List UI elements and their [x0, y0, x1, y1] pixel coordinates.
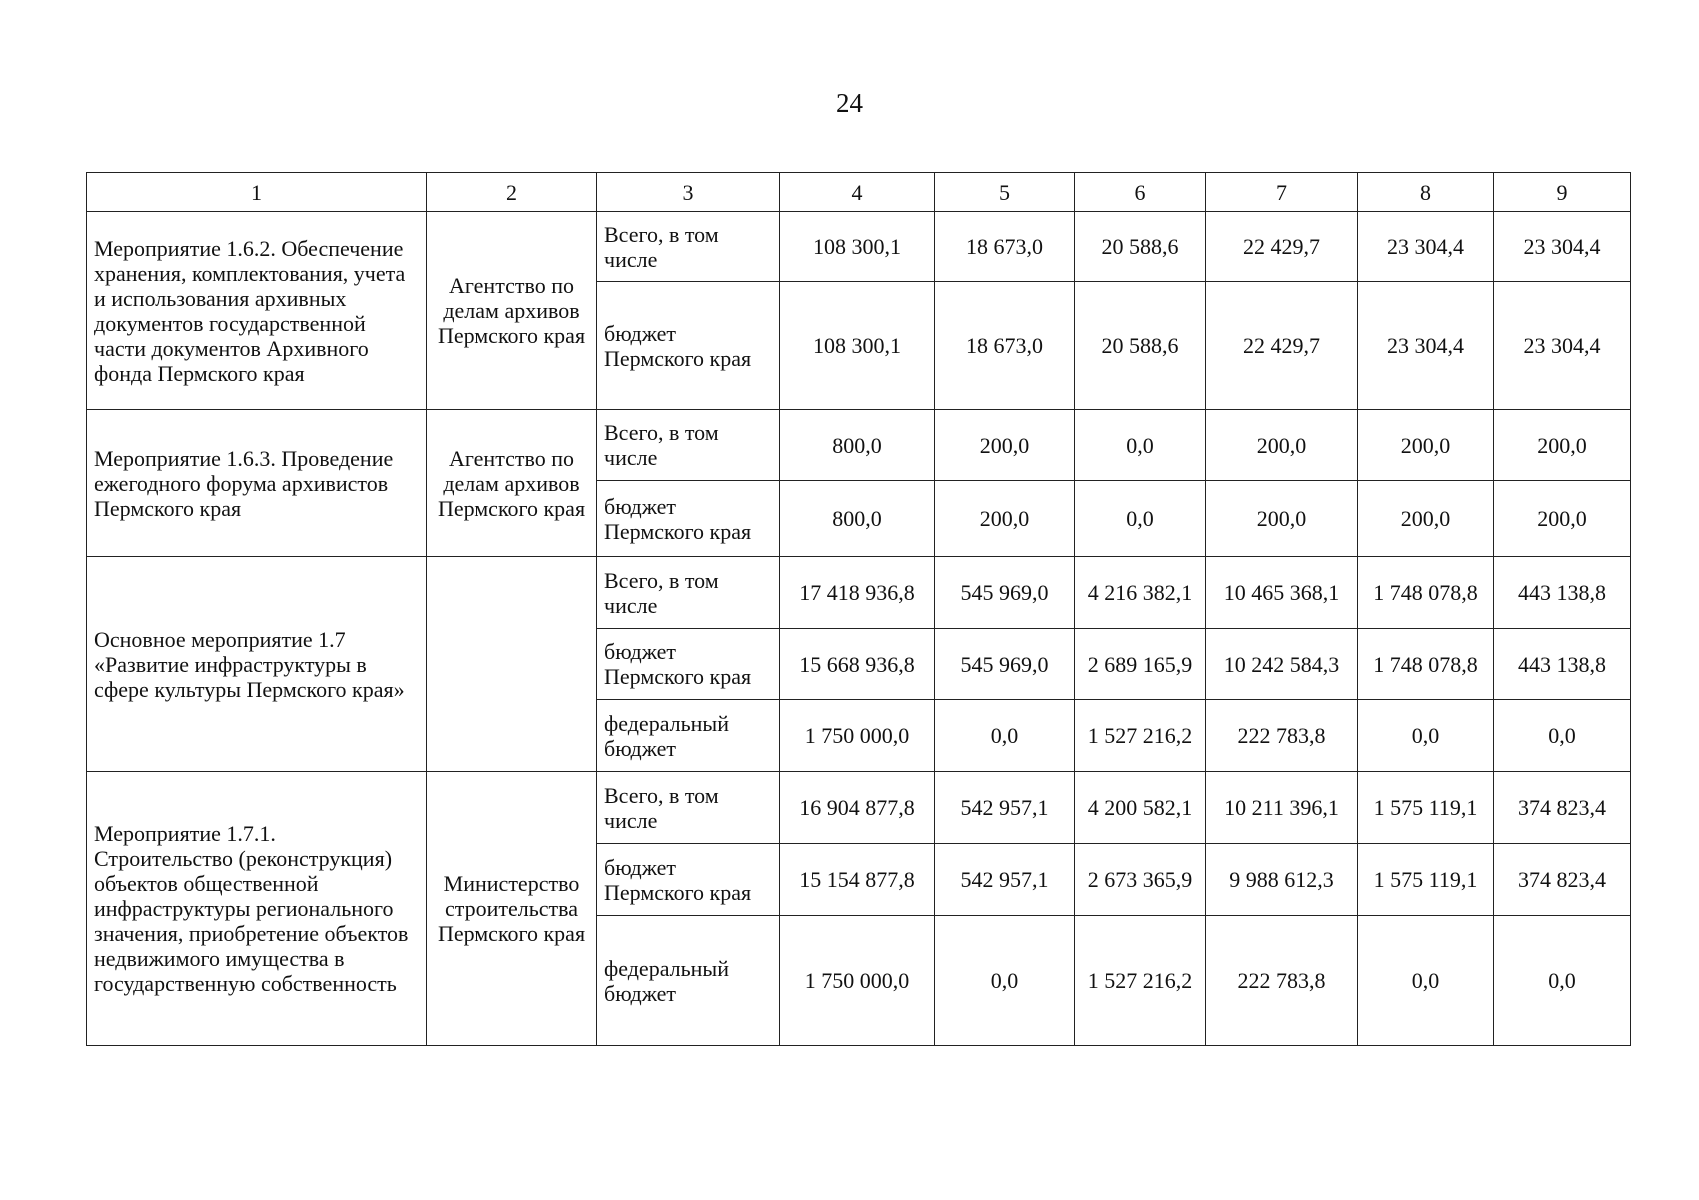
value-cell: 0,0: [1494, 916, 1631, 1046]
value-cell: 23 304,4: [1494, 282, 1631, 410]
value-cell: 2 689 165,9: [1075, 629, 1206, 700]
value-cell: 443 138,8: [1494, 629, 1631, 700]
funding-source: Всего, в том числе: [597, 212, 780, 282]
value-cell: 15 668 936,8: [780, 629, 935, 700]
value-cell: 4 200 582,1: [1075, 772, 1206, 844]
value-cell: 9 988 612,3: [1206, 844, 1358, 916]
value-cell: 0,0: [1075, 481, 1206, 557]
value-cell: 1 750 000,0: [780, 916, 935, 1046]
value-cell: 23 304,4: [1358, 212, 1494, 282]
funding-source: бюджет Пермского края: [597, 629, 780, 700]
table-row: [87, 410, 1631, 481]
value-cell: 10 211 396,1: [1206, 772, 1358, 844]
value-cell: 0,0: [935, 700, 1075, 772]
value-cell: 443 138,8: [1494, 557, 1631, 629]
value-cell: 0,0: [1358, 916, 1494, 1046]
value-cell: 22 429,7: [1206, 282, 1358, 410]
value-cell: 1 575 119,1: [1358, 844, 1494, 916]
value-cell: 800,0: [780, 410, 935, 481]
value-cell: 200,0: [1494, 481, 1631, 557]
column-header: 5: [935, 173, 1075, 212]
value-cell: 18 673,0: [935, 212, 1075, 282]
funding-source: Всего, в том числе: [597, 410, 780, 481]
value-cell: 222 783,8: [1206, 916, 1358, 1046]
funding-source: федеральный бюджет: [597, 916, 780, 1046]
value-cell: 20 588,6: [1075, 282, 1206, 410]
value-cell: 0,0: [1075, 410, 1206, 481]
value-cell: 20 588,6: [1075, 212, 1206, 282]
funding-source: федеральный бюджет: [597, 700, 780, 772]
value-cell: 10 242 584,3: [1206, 629, 1358, 700]
column-header: 2: [427, 173, 597, 212]
activity-name: Мероприятие 1.6.2. Обеспечение хранения, комплектования, учета и использования архивных документов государственной части документов Архивного фонда Пермского края: [87, 212, 427, 410]
table-row: [87, 557, 1631, 629]
value-cell: 0,0: [1358, 700, 1494, 772]
value-cell: 545 969,0: [935, 557, 1075, 629]
value-cell: 545 969,0: [935, 629, 1075, 700]
value-cell: 108 300,1: [780, 282, 935, 410]
responsible-agency: Министерство строительства Пермского края: [427, 772, 597, 1046]
value-cell: 200,0: [1206, 410, 1358, 481]
value-cell: 1 575 119,1: [1358, 772, 1494, 844]
value-cell: 1 750 000,0: [780, 700, 935, 772]
header-row: [87, 173, 1631, 212]
value-cell: 542 957,1: [935, 844, 1075, 916]
value-cell: 23 304,4: [1358, 282, 1494, 410]
activity-name: Мероприятие 1.6.3. Проведение ежегодного форума архивистов Пермского края: [87, 410, 427, 557]
funding-source: Всего, в том числе: [597, 772, 780, 844]
table-row: [87, 212, 1631, 282]
responsible-agency: Агентство по делам архивов Пермского края: [427, 212, 597, 410]
value-cell: 200,0: [1358, 410, 1494, 481]
value-cell: 800,0: [780, 481, 935, 557]
value-cell: 1 527 216,2: [1075, 916, 1206, 1046]
value-cell: 200,0: [1494, 410, 1631, 481]
funding-source: бюджет Пермского края: [597, 282, 780, 410]
value-cell: 1 748 078,8: [1358, 557, 1494, 629]
value-cell: 10 465 368,1: [1206, 557, 1358, 629]
value-cell: 4 216 382,1: [1075, 557, 1206, 629]
value-cell: 200,0: [935, 410, 1075, 481]
value-cell: 15 154 877,8: [780, 844, 935, 916]
column-header: 7: [1206, 173, 1358, 212]
value-cell: 1 527 216,2: [1075, 700, 1206, 772]
value-cell: 18 673,0: [935, 282, 1075, 410]
activity-name: Основное мероприятие 1.7 «Развитие инфраструктуры в сфере культуры Пермского края»: [87, 557, 427, 772]
value-cell: 222 783,8: [1206, 700, 1358, 772]
value-cell: 2 673 365,9: [1075, 844, 1206, 916]
column-header: 8: [1358, 173, 1494, 212]
value-cell: 108 300,1: [780, 212, 935, 282]
column-header: 4: [780, 173, 935, 212]
value-cell: 0,0: [935, 916, 1075, 1046]
value-cell: 200,0: [1206, 481, 1358, 557]
value-cell: 374 823,4: [1494, 844, 1631, 916]
value-cell: 200,0: [935, 481, 1075, 557]
responsible-agency: [427, 557, 597, 772]
value-cell: 23 304,4: [1494, 212, 1631, 282]
value-cell: 16 904 877,8: [780, 772, 935, 844]
column-header: 1: [87, 173, 427, 212]
value-cell: 0,0: [1494, 700, 1631, 772]
value-cell: 200,0: [1358, 481, 1494, 557]
activity-name: Мероприятие 1.7.1. Строительство (реконструкция) объектов общественной инфраструктуры регионального значения, приобретение объектов недвижимого имущества в государственную собственность: [87, 772, 427, 1046]
funding-source: Всего, в том числе: [597, 557, 780, 629]
budget-table: [86, 172, 1631, 1046]
column-header: 9: [1494, 173, 1631, 212]
funding-source: бюджет Пермского края: [597, 844, 780, 916]
value-cell: 542 957,1: [935, 772, 1075, 844]
column-header: 3: [597, 173, 780, 212]
funding-source: бюджет Пермского края: [597, 481, 780, 557]
value-cell: 22 429,7: [1206, 212, 1358, 282]
value-cell: 17 418 936,8: [780, 557, 935, 629]
value-cell: 374 823,4: [1494, 772, 1631, 844]
value-cell: 1 748 078,8: [1358, 629, 1494, 700]
responsible-agency: Агентство по делам архивов Пермского края: [427, 410, 597, 557]
table-row: [87, 772, 1631, 844]
page-number: 24: [836, 88, 863, 118]
column-header: 6: [1075, 173, 1206, 212]
